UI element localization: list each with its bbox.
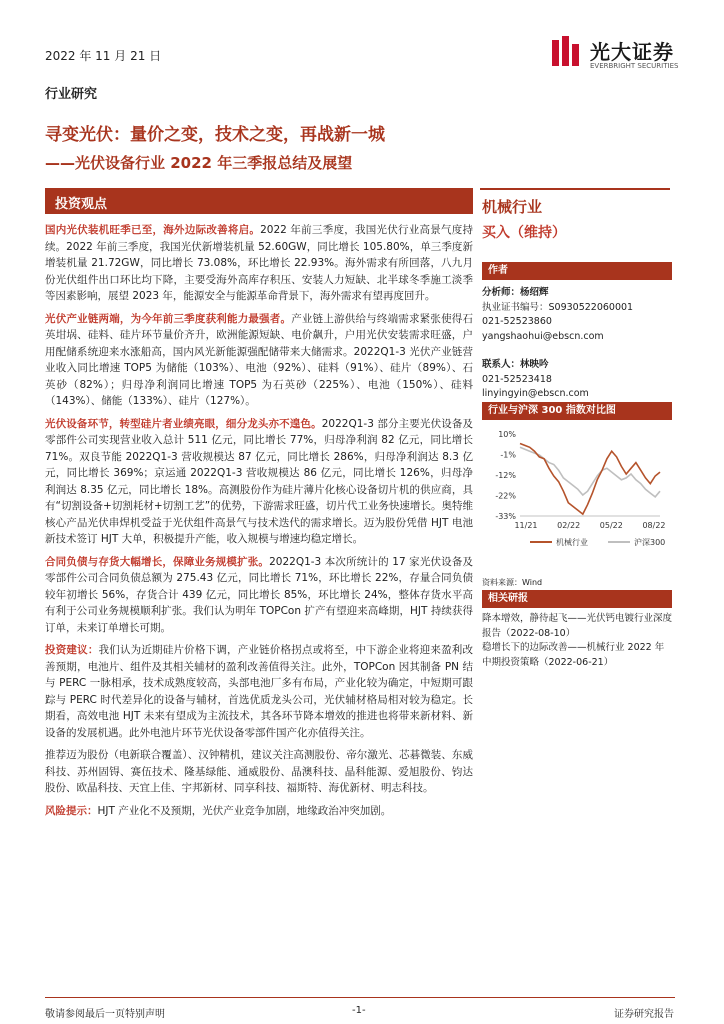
analyst-phone: 021-52523860 <box>482 316 552 327</box>
chart-header <box>482 402 672 420</box>
report-title: 寻变光伏：量价之变，技术之变，再战新一城 <box>45 125 385 145</box>
paragraph-text: 2022Q1-3 本次所统计的 17 家光伏设备及零部件公司合同负债总额为 275.43 亿元，同比增长 71%，环比增长 22%，存量合同负债较年初增长 56%，存货合计 439 亿元，同比增长 85%，环比增长 24%，整体存货水平高有利于公司业务规模顺利扩张。我们认为明年 TOPCon 扩产有望迎来高峰期，HJT 持续获得订单，未来订单增长可期。 <box>45 555 473 634</box>
sidebar-divider <box>480 188 670 190</box>
logo-text-en: EVERBRIGHT SECURITIES <box>590 62 679 70</box>
related-report[interactable]: 稳增长下的边际改善——机械行业 2022 年中期投资策略（2022-06-21） <box>482 642 665 668</box>
contact-phone: 021-52523418 <box>482 373 552 385</box>
chart-source: 资料来源：Wind <box>482 578 543 587</box>
paragraph <box>45 642 473 741</box>
paragraph <box>45 416 473 548</box>
main-content <box>45 222 473 825</box>
series-line-机械行业 <box>520 444 660 515</box>
x-tick-label: 02/22 <box>557 521 581 530</box>
paragraph-lead: 风险提示： <box>45 804 98 817</box>
section-title: 投资观点 <box>55 197 108 212</box>
footer-disclaimer: 敬请参阅最后一页特别声明 <box>45 1009 165 1020</box>
footer-divider <box>45 997 675 998</box>
x-tick-label: 08/22 <box>642 521 666 530</box>
paragraph-text: 我们认为近期硅片价格下调，产业链价格拐点或将至，中下游企业将迎来盈利改善预期，电池片、组件及其相关辅材的盈利改善值得关注。此外，TOPCon 因其制备 PN 结与 PERC 一脉相承，技术成熟度较高，头部电池厂多有布局，产业化较为确定，中短期可跟踪与 PERC 时代差异化的设备与辅材，首选优质龙头公司，光伏辅材格局相对较为稳定。长期看，高效电池 HJT 未来有望成为主流技术，其各环节降本增效的推进也将带来新材料、新设备的发展机遇。此外电池片环节光伏设备零部件国产化亦值得关注。 <box>45 644 474 739</box>
paragraph-lead: 光伏产业链两端，为今年前三季度获利能力最强者。 <box>45 312 292 325</box>
paragraph-lead: 合同负债与存货大幅增长，保障业务规模扩张。 <box>45 555 270 568</box>
paragraph <box>45 803 473 820</box>
chart-header-label: 行业与沪深 300 指数对比图 <box>482 402 672 420</box>
paragraph <box>45 222 473 305</box>
rating-label: 买入（维持） <box>482 225 566 241</box>
paragraph-text: HJT 产业化不及预期，光伏产业竞争加剧，地缘政治冲突加剧。 <box>97 804 392 817</box>
contact-name: 联系人：林映吟 <box>482 359 549 370</box>
author-block <box>482 262 672 402</box>
report-subtitle: ——光伏设备行业 2022 年三季报总结及展望 <box>45 154 353 172</box>
legend-label: 沪深300 <box>634 538 666 547</box>
related-list <box>482 612 672 670</box>
paragraph <box>45 311 473 410</box>
paragraph-text: 产业链上游供给与终端需求紧张使得石英坩埚、硅料、硅片环节量价齐升，欧洲能源短缺、电价飙升，户用光伏安装需求旺盛，户用配储系统迎来水涨船高，国内风光新能源强配储带来大储需求。2022Q1-3 光伏产业链营业收入同比增速 TOP5 为储能（103%）、电池（92%）、硅料（91%）、硅片（89%）、石英砂（82%）；归母净利润同比增速 TOP5 为石英砂（225%）、电池（150%）、硅料（143%）、储能（133%）、硅片（127%）。 <box>45 312 474 407</box>
paragraph-text: 推荐迈为股份（电新联合覆盖）、汉钟精机，建议关注高测股份、帝尔激光、芯碁微装、东威科技、苏州固锝、赛伍技术、隆基绿能、通威股份、晶澳科技、晶科能源、爱旭股份、钧达股份、欧晶科技、天宜上佳、宇邦新材、同享科技、福斯特、海优新材、明志科技。 <box>45 749 473 794</box>
author-header: 作者 <box>482 262 672 280</box>
y-tick-label: -12% <box>495 471 516 480</box>
analyst-email: yangshaohui@ebscn.com <box>482 330 604 342</box>
logo-text-cn: 光大证券 <box>590 40 674 64</box>
brand-logo <box>548 32 688 82</box>
related-block <box>482 590 672 670</box>
y-tick-label: -33% <box>495 512 516 521</box>
paragraph-text: 2022 年前三季度，我国光伏行业高景气度持续。2022 年前三季度，我国光伏新增装机量 52.60GW，同比增长 105.80%，单三季度新增装机量 21.72GW，同比增长 73.08%，环比增长 22.93%。海外需求有所回落，八九月份光伏组件出口环比均下降，主要受海外高库存积压、安装人力短缺、北半球冬季施工淡季等因素影响，展望 2023 年，能源安全与能源革命背景下，海外需求有望再度回升。 <box>45 224 474 302</box>
analyst-cert: 执业证书编号：S0930522060001 <box>482 301 634 313</box>
section-header <box>45 188 473 214</box>
legend-label: 机械行业 <box>556 538 588 547</box>
report-category: 行业研究 <box>45 87 98 102</box>
index-comparison-chart <box>482 424 672 594</box>
contact-email: linyingyin@ebscn.com <box>482 388 589 399</box>
analyst-name: 分析师：杨绍辉 <box>482 287 549 298</box>
paragraph-lead: 光伏设备环节，转型硅片者业绩亮眼，细分龙头亦不遑色。 <box>45 417 322 430</box>
series-line-沪深300 <box>520 447 660 497</box>
paragraph <box>45 554 473 637</box>
x-tick-label: 05/22 <box>599 521 623 530</box>
page-number: -1- <box>352 1005 366 1016</box>
paragraph-text: 2022Q1-3 部分主要光伏设备及零部件公司实现营业收入总计 511 亿元，同比增长 77%，归母净利润 82 亿元，同比增长 71%。双良节能 2022Q1-3 营收规模达 87 亿元，同比增长 286%，归母净利润达 8.3 亿元，同比增长 369%；京运通 2022Q1-3 营收规模达 86 亿元，同比增长 126%，归母净利润达 8.35 亿元，同比增长 18%。高测股份作为硅片薄片化核心设备切片机的供应商，具有“切割设备+切割耗材+切割工艺”的优势，下游需求旺盛，切片代工业务快速增长。奥特维核心产品光伏串焊机受益于光伏组件高景气与技术迭代的需求增长。迈为股份凭借 HJT 电池新技术签订 HJT 大单，积极提升产能，收入规模与增速均稳定增长。 <box>45 417 473 545</box>
everbright-logo-icon <box>548 34 584 70</box>
report-date: 2022 年 11 月 21 日 <box>45 49 162 63</box>
paragraph-lead: 投资建议： <box>45 644 99 656</box>
y-tick-label: -1% <box>500 450 516 460</box>
paragraph <box>45 747 473 797</box>
related-report[interactable]: 降本增效，静待起飞——光伏钙电镀行业深度报告（2022-08-10） <box>482 613 673 639</box>
related-header: 相关研报 <box>482 590 672 608</box>
industry-label: 机械行业 <box>482 198 543 216</box>
y-tick-label: 10% <box>498 430 516 439</box>
footer-report-type: 证券研究报告 <box>614 1009 674 1020</box>
y-tick-label: -22% <box>495 491 516 501</box>
analyst-info <box>482 286 672 402</box>
paragraph-lead: 国内光伏装机旺季已至，海外边际改善将启。 <box>45 224 261 236</box>
x-tick-label: 11/21 <box>514 521 538 530</box>
